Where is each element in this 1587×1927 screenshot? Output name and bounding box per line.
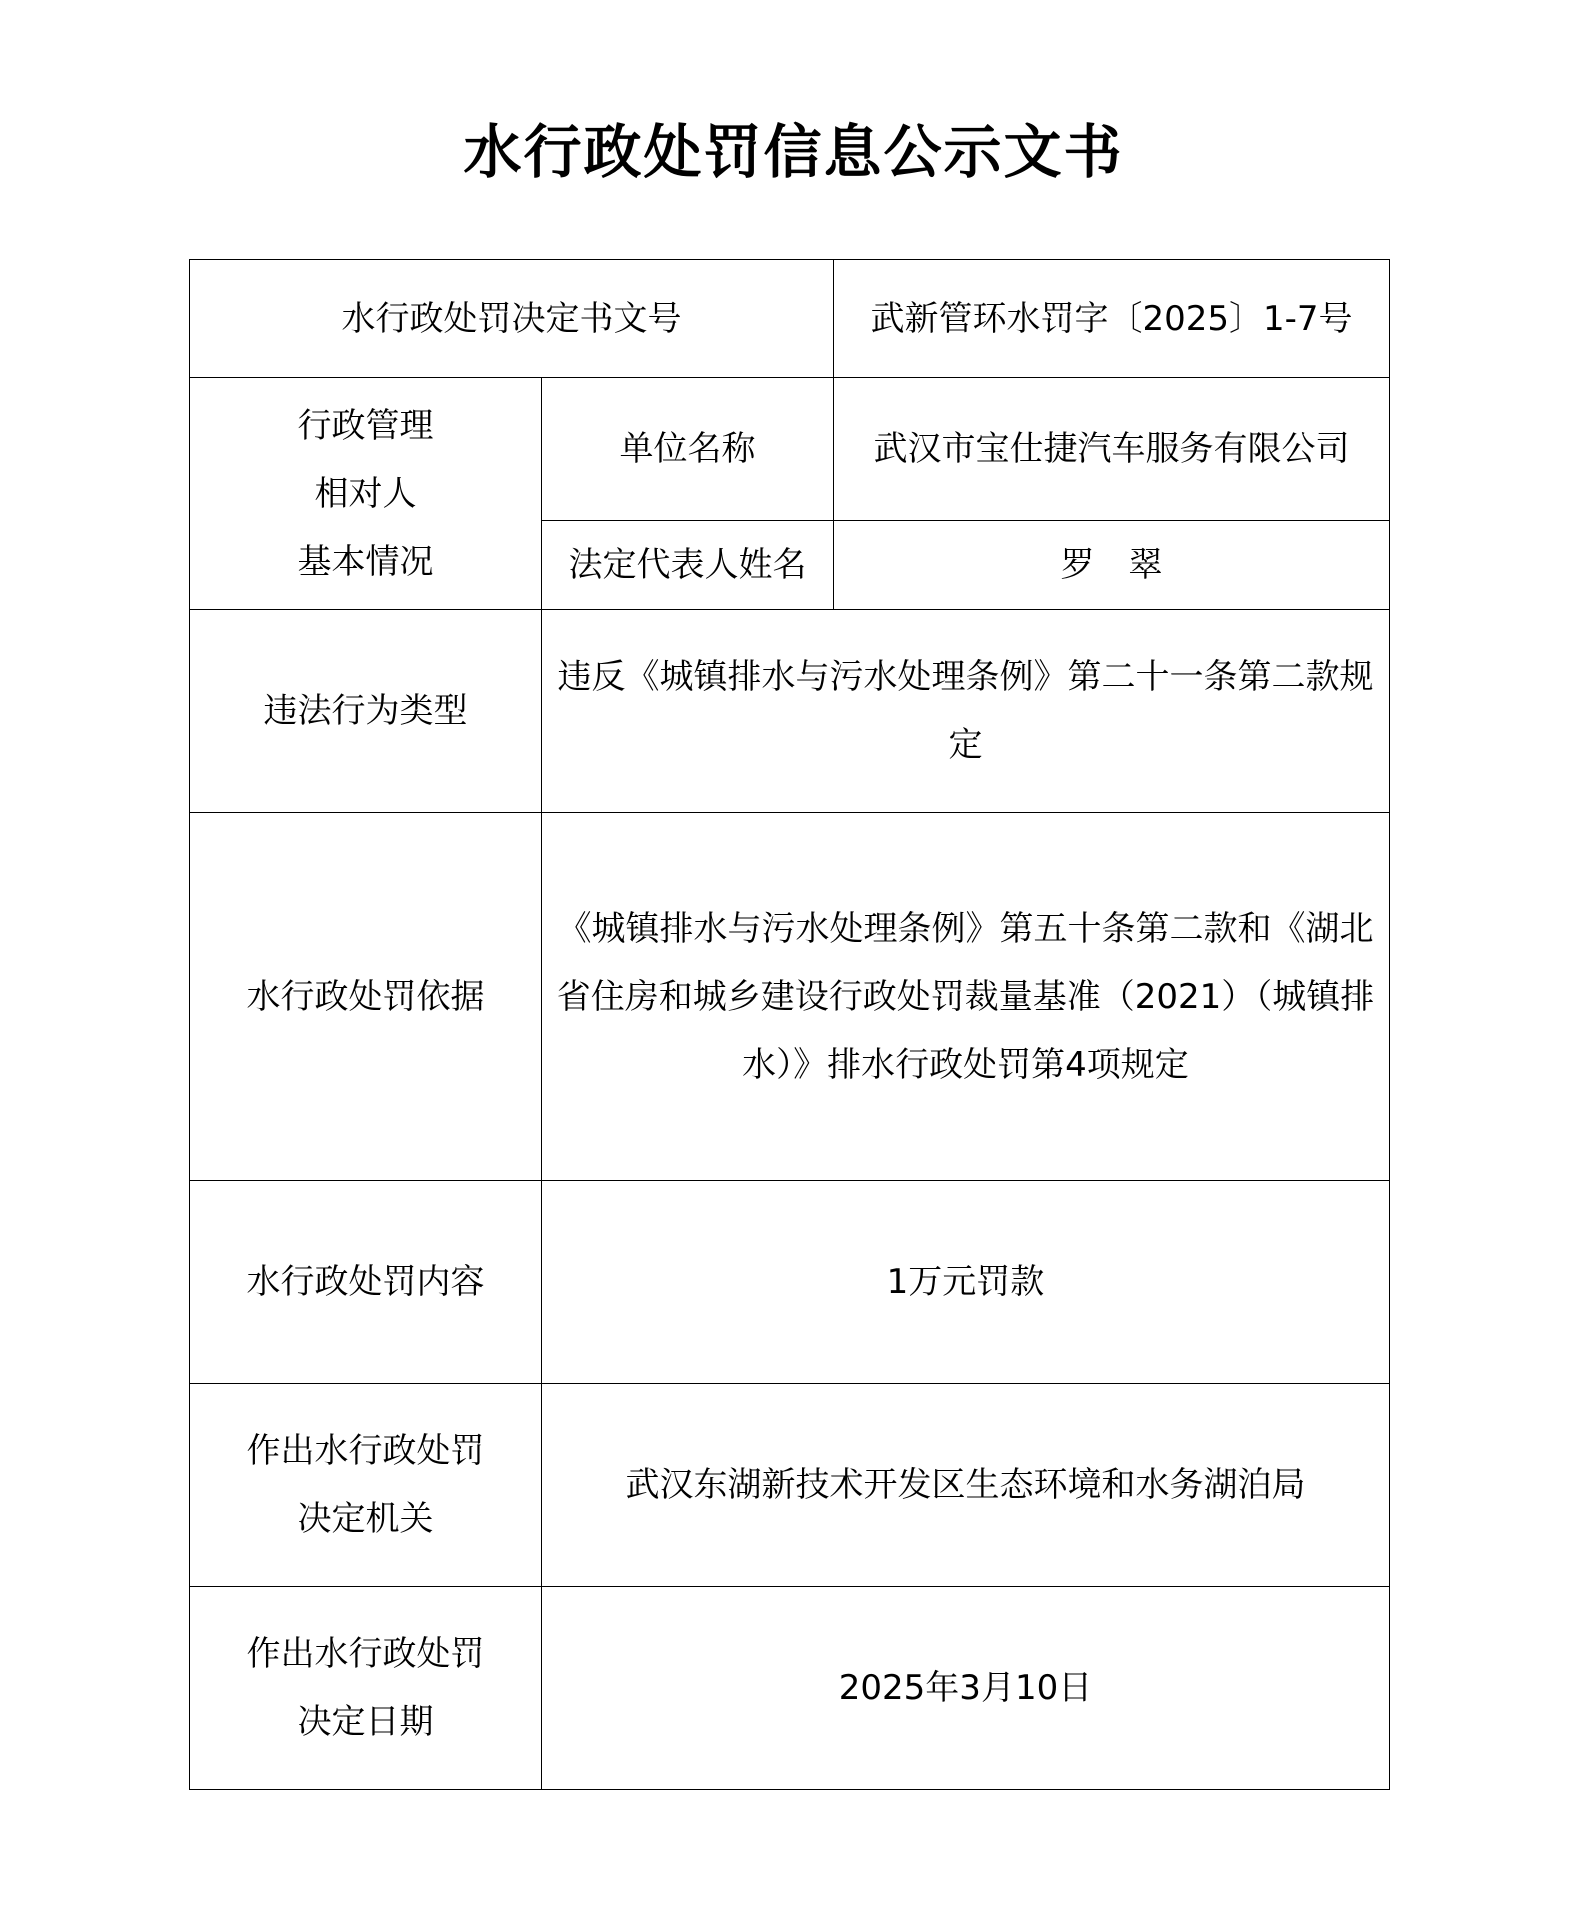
legal-rep-value: 罗 翠 [834, 521, 1390, 610]
violation-type-label: 违法行为类型 [190, 610, 542, 813]
penalty-info-table [189, 259, 1390, 1790]
content-label: 水行政处罚内容 [190, 1181, 542, 1384]
basis-value: 《城镇排水与污水处理条例》第五十条第二款和《湖北省住房和城乡建设行政处罚裁量基准（2021）（城镇排水）》排水行政处罚第4项规定 [542, 813, 1390, 1181]
content-row [190, 1181, 1390, 1384]
party-info-label-line: 行政管理 [297, 405, 434, 446]
decision-number-row [190, 260, 1390, 378]
party-info-label-line: 相对人 [314, 473, 417, 514]
violation-type-row [190, 610, 1390, 813]
unit-name-row [190, 378, 1390, 521]
party-info-label [190, 378, 542, 610]
date-row [190, 1587, 1390, 1790]
basis-row [190, 813, 1390, 1181]
decision-number-value: 武新管环水罚字〔2025〕1-7号 [834, 260, 1390, 378]
content-value: 1万元罚款 [542, 1181, 1390, 1384]
authority-label-line: 决定机关 [297, 1499, 434, 1539]
date-label-line: 作出水行政处罚 [246, 1634, 485, 1674]
date-label [190, 1587, 542, 1790]
authority-value: 武汉东湖新技术开发区生态环境和水务湖泊局 [542, 1384, 1390, 1587]
authority-label-line: 作出水行政处罚 [246, 1431, 485, 1471]
basis-label: 水行政处罚依据 [190, 813, 542, 1181]
legal-rep-label: 法定代表人姓名 [542, 521, 834, 610]
date-value: 2025年3月10日 [542, 1587, 1390, 1790]
party-info-label-line: 基本情况 [297, 541, 434, 582]
authority-row [190, 1384, 1390, 1587]
unit-name-label: 单位名称 [542, 378, 834, 521]
violation-type-value: 违反《城镇排水与污水处理条例》第二十一条第二款规定 [542, 610, 1390, 813]
document-title: 水行政处罚信息公示文书 [463, 118, 1124, 186]
authority-label [190, 1384, 542, 1587]
date-label-line: 决定日期 [297, 1702, 434, 1742]
unit-name-value: 武汉市宝仕捷汽车服务有限公司 [834, 378, 1390, 521]
decision-number-label: 水行政处罚决定书文号 [190, 260, 834, 378]
